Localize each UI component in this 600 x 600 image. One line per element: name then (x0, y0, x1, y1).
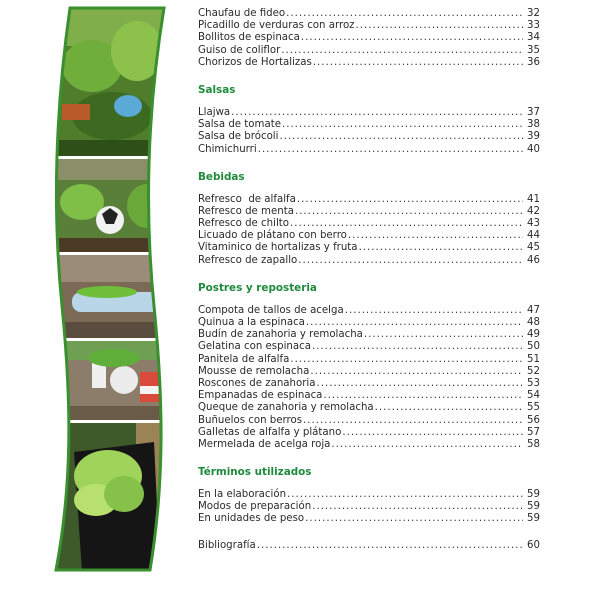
toc-group-postres (198, 305, 540, 451)
toc-entry-title: Gelatina con espinaca (198, 341, 311, 353)
dot-leader (297, 194, 523, 206)
toc-entry (198, 366, 540, 378)
toc-entry (198, 144, 540, 156)
toc-entry-page: 52 (527, 365, 540, 377)
toc-entry (198, 329, 540, 341)
toc-entry-title: Salsa de tomate (198, 119, 281, 131)
dot-leader (258, 144, 523, 156)
toc-entry-title: Galletas de alfalfa y plátano (198, 426, 342, 438)
toc-entry-page: 50 (527, 341, 540, 353)
toc-entry-page: 56 (527, 414, 540, 426)
toc-entry (198, 317, 540, 329)
dot-leader (305, 513, 523, 525)
dot-leader (303, 415, 523, 427)
dot-leader (298, 255, 523, 267)
toc-entry-page: 43 (527, 218, 540, 230)
toc-entry-page: 59 (527, 489, 540, 501)
toc-entry-title: Chimichurri (198, 143, 257, 155)
toc-entry-page: 45 (527, 242, 540, 254)
toc-entry-title: Guiso de coliflor (198, 44, 281, 56)
toc-entry-title: Picadillo de verduras con arroz (198, 20, 355, 32)
toc-entry-page: 59 (527, 513, 540, 525)
toc-entry-title: Refresco de chilto (198, 218, 290, 230)
section-heading: Bebidas (198, 170, 245, 183)
toc-entry (198, 255, 540, 267)
dot-leader (279, 131, 523, 143)
toc-entry-title: Mermelada de acelga roja (198, 438, 331, 450)
toc-entry-title: Queque de zanahoria y remolacha (198, 402, 374, 414)
toc-entry (198, 427, 540, 439)
section-heading: Postres y reposteria (198, 281, 317, 294)
toc-entry-title: Empanadas de espinaca (198, 390, 323, 402)
toc-entry (198, 390, 540, 402)
toc-entry-page: 39 (527, 131, 540, 143)
toc-group-main (198, 8, 540, 69)
toc-entry (198, 305, 540, 317)
toc-entry-title: Vitaminico de hortalizas y fruta (198, 242, 358, 254)
toc-entry-page: 53 (527, 377, 540, 389)
dot-leader (356, 20, 523, 32)
toc-entry-page: 34 (527, 32, 540, 44)
toc-entry (198, 218, 540, 230)
toc-entry (198, 206, 540, 218)
toc-entry-title: Panitela de alfalfa (198, 353, 290, 365)
toc-entry-title: Quinua a la espinaca (198, 317, 305, 328)
toc-entry-page: 58 (527, 438, 540, 450)
toc-entry (198, 32, 540, 44)
toc-entry-title: En la elaboración (198, 489, 287, 501)
toc-entry (198, 378, 540, 390)
dot-leader (342, 427, 523, 439)
toc-entry (198, 513, 540, 525)
toc-entry (198, 354, 540, 366)
dot-leader (331, 439, 523, 451)
toc-entry-page: 37 (527, 106, 540, 118)
dot-leader (306, 317, 523, 329)
toc-entry-title: Mousse de remolacha (198, 365, 310, 377)
container-garden-photo (52, 340, 174, 422)
toc-entry-title: Buñuelos con berros (198, 414, 303, 426)
toc-entry (198, 107, 540, 119)
toc-entry (198, 194, 540, 206)
toc-entry-page: 49 (527, 329, 540, 341)
toc-entry (198, 439, 540, 451)
toc-group-bebidas (198, 194, 540, 267)
toc-group-terminos (198, 489, 540, 526)
dot-leader (345, 305, 523, 317)
toc-entry-page: 51 (527, 353, 540, 365)
toc-entry-page: 33 (527, 20, 540, 32)
toc-entry-page: 41 (527, 193, 540, 205)
dot-leader (359, 242, 523, 254)
dot-leader (231, 107, 523, 119)
toc-entry (198, 45, 540, 57)
dot-leader (286, 8, 523, 20)
toc-entry-page: 57 (527, 426, 540, 438)
toc-entry-title: Bollitos de espinaca (198, 32, 300, 44)
toc-entry-title: Bibliografía (198, 539, 256, 551)
toc-entry (198, 489, 540, 501)
dot-leader (295, 206, 523, 218)
toc-entry-title: Refresco de zapallo (198, 254, 298, 266)
dot-leader (287, 489, 523, 501)
toc-entry-page: 60 (527, 539, 540, 551)
toc-entry-bibliography (198, 540, 540, 552)
toc-entry-page: 47 (527, 304, 540, 316)
dot-leader (281, 45, 523, 57)
dot-leader (364, 329, 523, 341)
toc-entry (198, 230, 540, 242)
toc-entry-page: 42 (527, 205, 540, 217)
toc-entry (198, 341, 540, 353)
dot-leader (313, 57, 523, 69)
section-heading: Salsas (198, 83, 236, 96)
toc-entry-title: Licuado de plátano con berro (198, 230, 347, 242)
toc-entry-title: Compota de tallos de acelga (198, 304, 344, 316)
dot-leader (312, 501, 523, 513)
toc-entry-title: Roscones de zanahoria (198, 377, 316, 389)
toc-entry-page: 35 (527, 44, 540, 56)
dot-leader (257, 540, 523, 552)
dot-leader (310, 366, 523, 378)
toc-entry (198, 8, 540, 20)
toc-entry-page: 59 (527, 501, 540, 513)
toc-entry-page: 40 (527, 143, 540, 155)
toc-entry-page: 32 (527, 8, 540, 19)
toc-entry-title: Budín de zanahoria y remolacha (198, 329, 363, 341)
toc-entry-page: 44 (527, 230, 540, 242)
toc-entry-title: Modos de preparación (198, 501, 312, 513)
toc-entry (198, 242, 540, 254)
toc-group-salsas (198, 107, 540, 156)
toc-entry-title: Chorizos de Hortalizas (198, 56, 312, 68)
toc-entry (198, 119, 540, 131)
dot-leader (312, 341, 523, 353)
toc-entry-title: En unidades de peso (198, 513, 305, 525)
dot-leader (290, 218, 523, 230)
toc-entry-page: 36 (527, 56, 540, 68)
toc-entry-title: Llajwa (198, 106, 231, 118)
toc-entry (198, 131, 540, 143)
toc-entry-page: 46 (527, 254, 540, 266)
toc-entry-page: 54 (527, 390, 540, 402)
dot-leader (290, 354, 523, 366)
photo-strip (52, 6, 174, 572)
bottle-planters-photo (52, 158, 174, 254)
dot-leader (348, 230, 523, 242)
section-heading: Términos utilizados (198, 466, 312, 479)
toc-entry (198, 415, 540, 427)
toc-entry-title: Salsa de brócoli (198, 131, 279, 143)
dot-leader (301, 32, 523, 44)
toc-entry-title: Refresco de menta (198, 205, 294, 217)
toc-entry-page: 55 (527, 402, 540, 414)
toc-entry (198, 402, 540, 414)
lettuce-bag-photo (52, 422, 174, 572)
dot-leader (323, 390, 523, 402)
dot-leader (316, 378, 523, 390)
toc-entry (198, 501, 540, 513)
toc-entry-page: 48 (527, 317, 540, 328)
toc-entry (198, 57, 540, 69)
toc-entry-title: Chaufau de fideo (198, 8, 286, 19)
toc-entry-title: Refresco de alfalfa (198, 193, 296, 205)
toc-entry-page: 38 (527, 119, 540, 131)
table-of-contents (198, 8, 540, 552)
dot-leader (375, 402, 523, 414)
dot-leader (282, 119, 523, 131)
toc-entry (198, 20, 540, 32)
